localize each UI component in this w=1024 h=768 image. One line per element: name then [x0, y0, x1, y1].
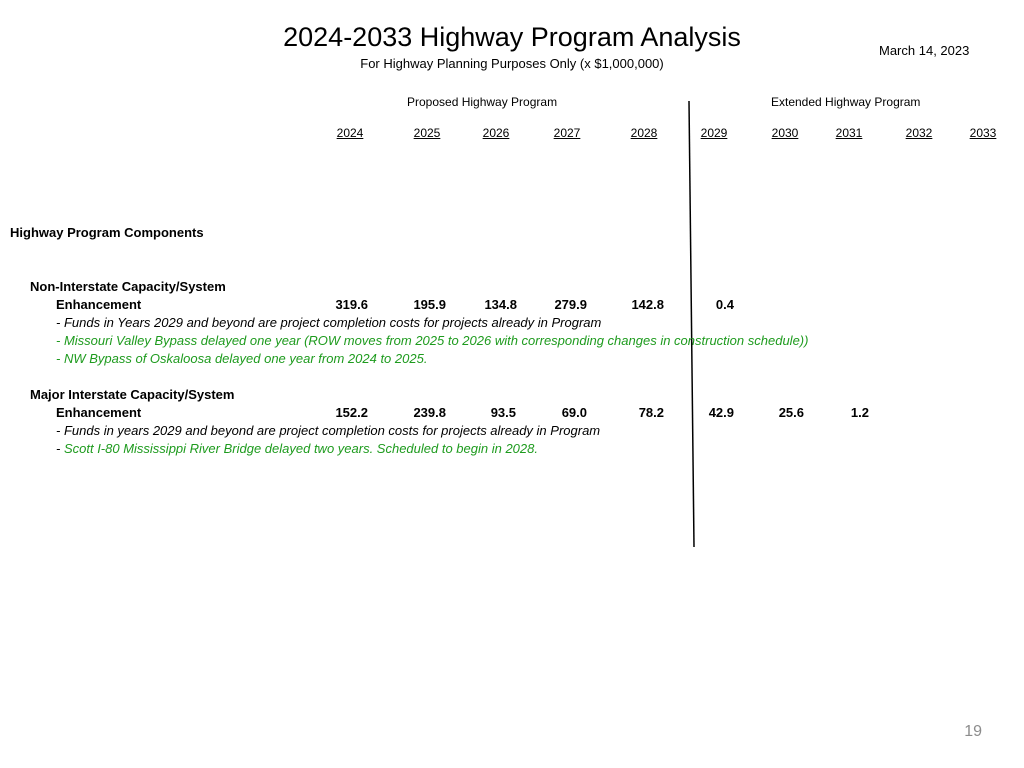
note-text: Funds in Years 2029 and beyond are project completion costs for projects already in Program	[63, 315, 602, 330]
year-header-2032: 2032	[905, 126, 933, 140]
proposed-program-label: Proposed Highway Program	[407, 95, 558, 109]
value-cell: 134.8	[484, 297, 517, 312]
value-cell: 0.4	[715, 297, 734, 312]
note-text: Missouri Valley Bypass delayed one year (ROW moves from 2025 to 2026 with corresponding changes in construction schedule))	[63, 333, 809, 348]
page-title: 2024-2033 Highway Program Analysis	[283, 22, 741, 52]
note-line	[56, 441, 538, 456]
value-cell: 239.8	[413, 405, 446, 420]
note-text: Funds in years 2029 and beyond are project completion costs for projects already in Program	[63, 423, 601, 438]
year-header-2024: 2024	[336, 126, 364, 140]
note-text: NW Bypass of Oskaloosa delayed one year from 2024 to 2025.	[63, 351, 428, 366]
year-header-2028: 2028	[630, 126, 658, 140]
note-prefix: -	[56, 351, 64, 366]
note-line	[56, 423, 600, 438]
year-header-2033: 2033	[969, 126, 997, 140]
value-cell: 25.6	[778, 405, 804, 420]
value-cell: 142.8	[631, 297, 664, 312]
category-non-interstate-line2: Enhancement	[56, 297, 142, 312]
note-prefix: -	[56, 315, 64, 330]
extended-program-label: Extended Highway Program	[771, 95, 921, 109]
value-cell: 42.9	[708, 405, 734, 420]
note-line	[56, 315, 601, 330]
page-number: 19	[964, 723, 982, 740]
note-text: Scott I-80 Mississippi River Bridge delayed two years. Scheduled to begin in 2028.	[63, 441, 538, 456]
year-header-2027: 2027	[553, 126, 581, 140]
year-header-2030: 2030	[771, 126, 799, 140]
category-major-interstate: Major Interstate Capacity/System	[30, 387, 235, 402]
category-major-interstate-line2: Enhancement	[56, 405, 142, 420]
year-header-2029: 2029	[700, 126, 728, 140]
note-line	[56, 351, 427, 366]
year-header-2031: 2031	[835, 126, 863, 140]
value-cell: 78.2	[638, 405, 664, 420]
value-cell: 279.9	[554, 297, 587, 312]
value-cell: 319.6	[335, 297, 368, 312]
year-header-2026: 2026	[482, 126, 510, 140]
category-non-interstate: Non-Interstate Capacity/System	[30, 279, 226, 294]
value-cell: 93.5	[490, 405, 516, 420]
note-prefix: -	[56, 333, 64, 348]
note-prefix: -	[56, 441, 64, 456]
value-cell: 152.2	[335, 405, 368, 420]
note-prefix: -	[56, 423, 64, 438]
value-cell: 1.2	[850, 405, 869, 420]
section-title: Highway Program Components	[10, 225, 204, 240]
note-line	[56, 333, 808, 348]
value-cell: 69.0	[561, 405, 587, 420]
page-subtitle: For Highway Planning Purposes Only (x $1,000,000)	[360, 56, 664, 71]
report-date: March 14, 2023	[879, 43, 970, 58]
value-cell: 195.9	[413, 297, 446, 312]
year-header-2025: 2025	[413, 126, 441, 140]
